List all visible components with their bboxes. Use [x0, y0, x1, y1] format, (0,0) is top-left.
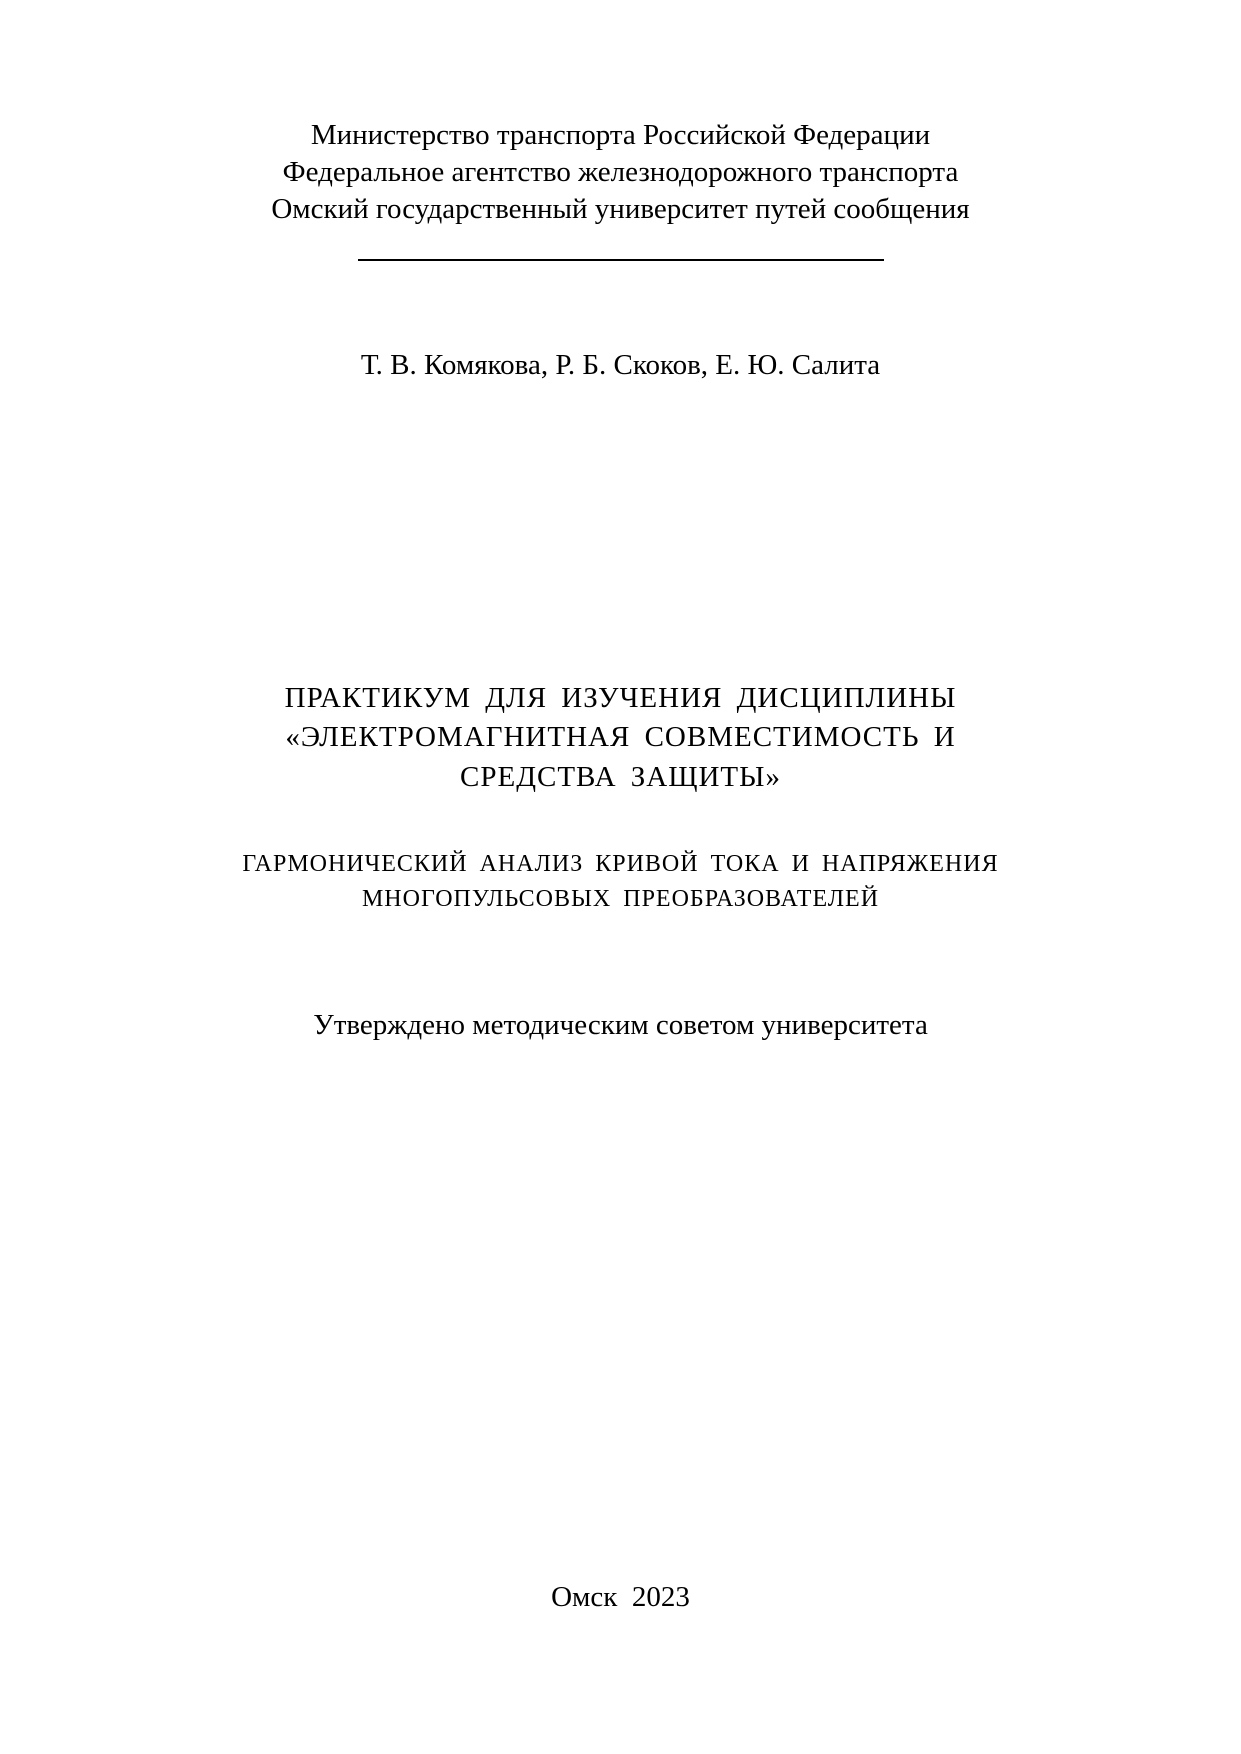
approval-note: Утверждено методическим советом университета — [313, 1009, 928, 1041]
header-divider — [358, 259, 884, 261]
authors: Т. В. Комякова, Р. Б. Скоков, Е. Ю. Салита — [360, 349, 881, 381]
title-line-3: СРЕДСТВА ЗАЩИТЫ» — [460, 761, 781, 793]
ministry-line: Министерство транспорта Российской Федерации — [310, 119, 931, 151]
subtitle-line-2: МНОГОПУЛЬСОВЫХ ПРЕОБРАЗОВАТЕЛЕЙ — [361, 886, 880, 912]
subtitle-line-1: ГАРМОНИЧЕСКИЙ АНАЛИЗ КРИВОЙ ТОКА И НАПРЯЖЕНИЯ — [242, 851, 999, 877]
agency-line: Федеральное агентство железнодорожного транспорта — [282, 156, 959, 188]
title-line-1: ПРАКТИКУМ ДЛЯ ИЗУЧЕНИЯ ДИСЦИПЛИНЫ — [284, 682, 957, 714]
city-year: Омск 2023 — [551, 1581, 690, 1613]
title-line-2: «ЭЛЕКТРОМАГНИТНАЯ СОВМЕСТИМОСТЬ И — [285, 721, 956, 753]
university-line: Омский государственный университет путей сообщения — [271, 193, 970, 225]
